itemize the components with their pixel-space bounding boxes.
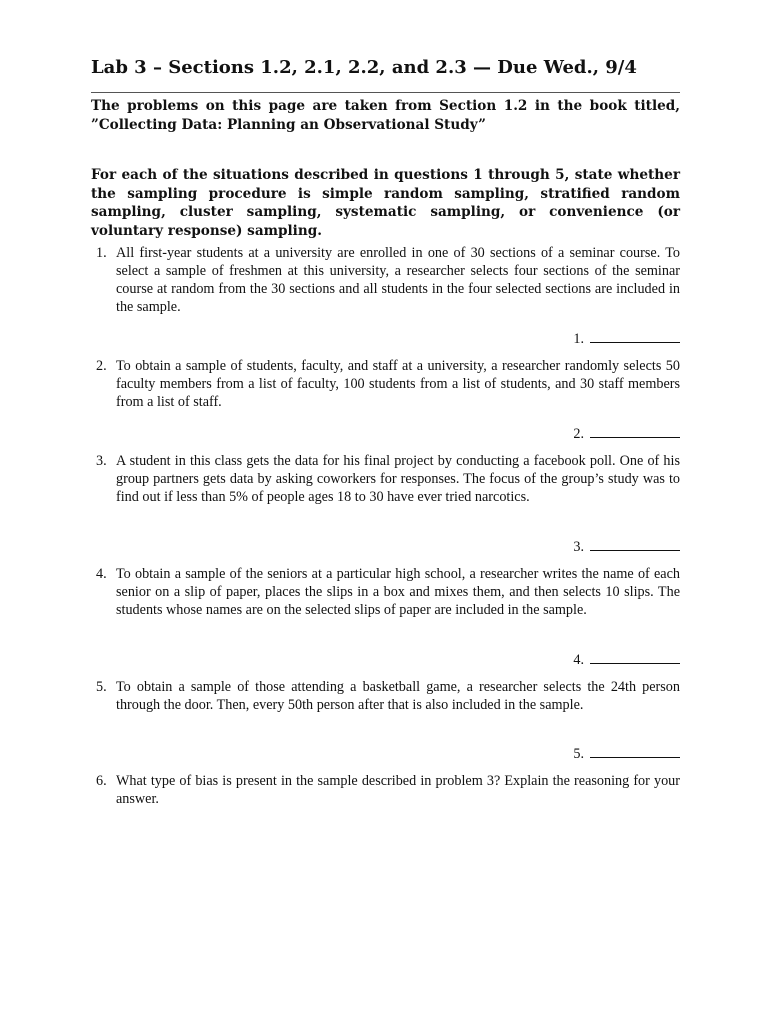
page-title: Lab 3 – Sections 1.2, 2.1, 2.2, and 2.3 — Due Wed., 9/4 [91, 57, 637, 78]
answer-line [590, 436, 680, 438]
answer-label: 2. [573, 426, 584, 442]
answer-blank-1[interactable] [560, 331, 680, 348]
question-number: 5. [96, 679, 107, 695]
answer-blank-4[interactable] [560, 652, 680, 669]
question-text: To obtain a sample of the seniors at a particular high school, a researcher writes the name of each senior on a slip of paper, places the slips in a box and mixes them, and then selects 10 slips. The students whose names are on the selected slips of paper are included in the sample. [116, 566, 680, 618]
question-6 [91, 772, 680, 808]
question-2 [91, 357, 680, 411]
answer-blank-3[interactable] [560, 539, 680, 556]
question-text: To obtain a sample of students, faculty, and staff at a university, a researcher randomly selects 50 faculty members from a list of faculty, 100 students from a list of students, and 30 staff members from a list of staff. [116, 358, 680, 410]
question-text: A student in this class gets the data for his final project by conducting a facebook poll. One of his group partners gets data by asking coworkers for responses. The focus of the group’s study was to find out if less than 5% of people ages 18 to 30 have ever tried narcotics. [116, 453, 680, 505]
question-4 [91, 565, 680, 619]
question-number: 3. [96, 453, 107, 469]
question-text: All first-year students at a university are enrolled in one of 30 sections of a seminar course. To select a sample of freshmen at this university, a researcher selects four sections of the seminar course at random from the 30 sections and all students in the four selected sections are included in the sample. [116, 245, 680, 315]
answer-blank-5[interactable] [560, 746, 680, 763]
question-5 [91, 678, 680, 714]
source-note: The problems on this page are taken from Section 1.2 in the book titled, ”Collecting Data: Planning an Observational Study” [91, 98, 680, 133]
answer-blank-2[interactable] [560, 426, 680, 443]
answer-line [590, 756, 680, 758]
answer-label: 3. [573, 539, 584, 555]
title-divider [91, 92, 680, 93]
instructions: For each of the situations described in questions 1 through 5, state whether the sampling procedure is simple random sampling, stratified random sampling, cluster sampling, systematic sampling, or convenience (or voluntary response) sampling. [91, 167, 680, 239]
answer-line [590, 341, 680, 343]
question-number: 6. [96, 773, 107, 789]
question-number: 4. [96, 566, 107, 582]
answer-label: 1. [573, 331, 584, 347]
question-text: What type of bias is present in the sample described in problem 3? Explain the reasoning for your answer. [116, 773, 680, 807]
question-text: To obtain a sample of those attending a basketball game, a researcher selects the 24th person through the door. Then, every 50th person after that is also included in the sample. [116, 679, 680, 713]
answer-label: 5. [573, 746, 584, 762]
answer-label: 4. [573, 652, 584, 668]
question-number: 2. [96, 358, 107, 374]
question-3 [91, 452, 680, 506]
answer-line [590, 662, 680, 664]
answer-line [590, 549, 680, 551]
question-number: 1. [96, 245, 107, 261]
question-1 [91, 244, 680, 316]
